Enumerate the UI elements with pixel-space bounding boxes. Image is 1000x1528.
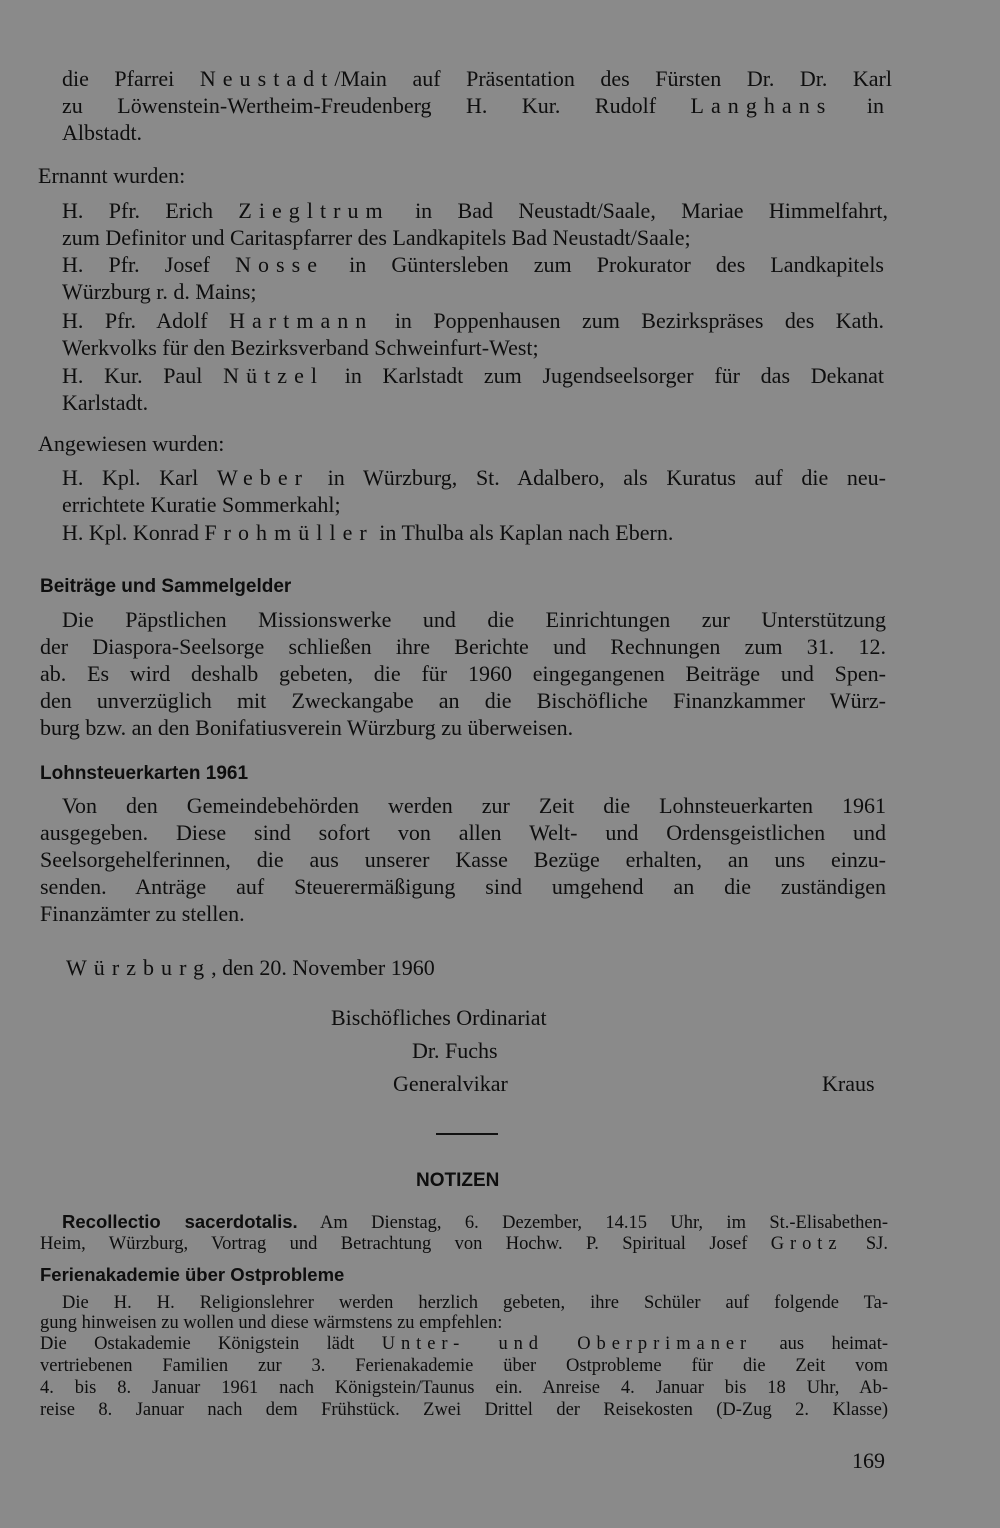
notiz-ferienakademie-line-4: vertriebenen Familien zur 3. Ferienakademie über Ostprobleme für die Zeit vom (40, 1356, 888, 1376)
lohnsteuer-heading: Lohnsteuerkarten 1961 (40, 763, 249, 784)
page-number: 169 (852, 1448, 885, 1473)
ernannt-entry-1: H. Pfr. Erich Ziegltrum in Bad Neustadt/Saale, Mariae Himmelfahrt, (62, 198, 889, 223)
beitraege-heading: Beiträge und Sammelgelder (40, 576, 292, 597)
lohnsteuer-line-4: senden. Anträge auf Steuerermäßigung sind umgehend an die zuständigen (40, 874, 886, 899)
notiz-ferienakademie-heading: Ferienakademie über Ostprobleme (40, 1264, 345, 1285)
ernannt-entry-4-line-2: Karlstadt. (62, 390, 149, 415)
lohnsteuer-line-1: Von den Gemeindebehörden werden zur Zeit die Lohnsteuerkarten 1961 (62, 793, 886, 818)
ernannt-heading: Ernannt wurden: (38, 163, 186, 188)
lohnsteuer-line-2: ausgegeben. Diese sind sofort von allen Welt- und Ordensgeistlichen und (40, 820, 886, 845)
section-divider (436, 1133, 498, 1135)
intro-line-2: zu Löwenstein-Wertheim-Freudenberg H. Kur. Rudolf Langhans in (62, 93, 884, 118)
angewiesen-entry-1-line-2: errichtete Kuratie Sommerkahl; (62, 492, 341, 517)
ernannt-entry-2: H. Pfr. Josef Nosse in Güntersleben zum Prokurator des Landkapitels (62, 252, 884, 277)
angewiesen-heading: Angewiesen wurden: (38, 431, 225, 456)
notiz-ferienakademie-line-5: 4. bis 8. Januar 1961 nach Königstein/Taunus ein. Anreise 4. Januar bis 18 Uhr, Ab- (40, 1378, 888, 1398)
notiz-ferienakademie-line-6: reise 8. Januar nach dem Frühstück. Zwei Drittel der Reisekosten (D-Zug 2. Klasse) (40, 1400, 888, 1420)
lohnsteuer-line-5: Finanzämter zu stellen. (40, 901, 245, 926)
ernannt-entry-3: H. Pfr. Adolf Hartmann in Poppenhausen zum Bezirkspräses des Kath. (62, 308, 884, 333)
notiz-ferienakademie-line-3: Die Ostakademie Königstein lädt Unter- und Oberprimaner aus heimat- (40, 1334, 888, 1354)
angewiesen-entry-2: H. Kpl. Konrad Frohmüller in Thulba als Kaplan nach Ebern. (62, 520, 674, 545)
beitraege-line-2: der Diaspora-Seelsorge schließen ihre Berichte und Rechnungen zum 31. 12. (40, 634, 886, 659)
notiz-recollectio-line-1: Recollectio sacerdotalis. Am Dienstag, 6. Dezember, 14.15 Uhr, im St.-Elisabethen- (62, 1211, 889, 1233)
angewiesen-entry-1: H. Kpl. Karl Weber in Würzburg, St. Adalbero, als Kuratus auf die neu- (62, 465, 886, 490)
beitraege-line-3: ab. Es wird deshalb gebeten, die für 1960 eingegangenen Beiträge und Spen- (40, 661, 886, 686)
ernannt-entry-1-line-2: zum Definitor und Caritaspfarrer des Landkapitels Bad Neustadt/Saale; (62, 225, 691, 250)
notiz-recollectio-title: Recollectio sacerdotalis. (62, 1211, 298, 1232)
signature-organization: Bischöfliches Ordinariat (331, 1005, 547, 1030)
dateline: Würzburg, den 20. November 1960 (66, 955, 435, 980)
beitraege-line-5: burg bzw. an den Bonifatiusverein Würzburg zu überweisen. (40, 715, 574, 740)
lohnsteuer-line-3: Seelsorgehelferinnen, die aus unserer Kasse Bezüge erhalten, an uns einzu- (40, 847, 886, 872)
intro-line-3: Albstadt. (62, 120, 143, 145)
beitraege-line-4: den unverzüglich mit Zweckangabe an die Bischöfliche Finanzkammer Würz- (40, 688, 886, 713)
signature-title-generalvikar: Generalvikar (393, 1071, 508, 1096)
signature-name-fuchs: Dr. Fuchs (412, 1038, 498, 1063)
notiz-recollectio-line-2: Heim, Würzburg, Vortrag und Betrachtung von Hochw. P. Spiritual Josef Grotz SJ. (40, 1234, 888, 1254)
signature-name-kraus: Kraus (822, 1071, 875, 1096)
intro-line-1: die Pfarrei Neustadt/Main auf Präsentation des Fürsten Dr. Dr. Karl (62, 66, 892, 91)
notiz-ferienakademie-line-1: Die H. H. Religionslehrer werden herzlich gebeten, ihre Schüler auf folgende Ta- (62, 1293, 888, 1313)
notizen-heading: NOTIZEN (416, 1170, 500, 1191)
ernannt-entry-2-line-2: Würzburg r. d. Mains; (62, 279, 257, 304)
ernannt-entry-4: H. Kur. Paul Nützel in Karlstadt zum Jugendseelsorger für das Dekanat (62, 363, 885, 388)
beitraege-line-1: Die Päpstlichen Missionswerke und die Einrichtungen zur Unterstützung (62, 607, 886, 632)
ernannt-entry-3-line-2: Werkvolks für den Bezirksverband Schweinfurt-West; (62, 335, 539, 360)
notiz-ferienakademie-line-2: gung hinweisen zu wollen und diese wärmstens zu empfehlen: (40, 1313, 503, 1333)
